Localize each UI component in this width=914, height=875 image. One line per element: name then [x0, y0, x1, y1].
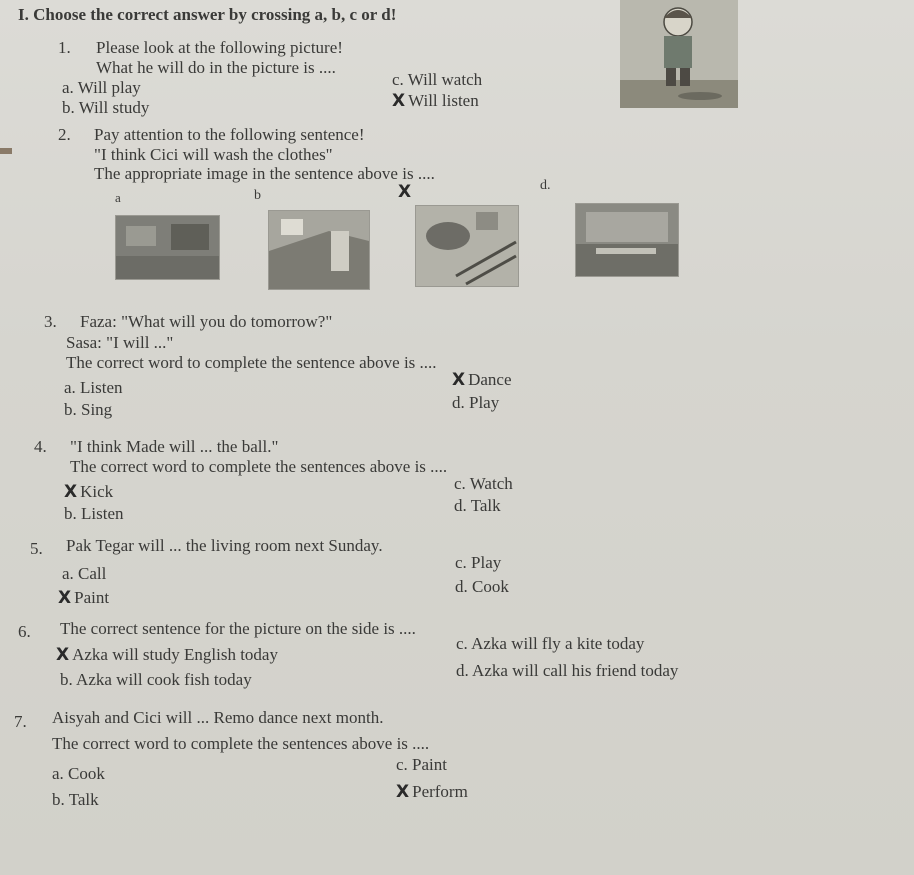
boy-listening-picture — [620, 0, 738, 108]
q2-picture-a — [115, 215, 220, 280]
q1-question: What he will do in the picture is .... — [96, 58, 336, 77]
q5-sentence: Pak Tegar will ... the living room next Sunday. — [66, 536, 383, 555]
q3-option-c: X Dance — [452, 370, 512, 390]
q1-instruction: Please look at the following picture! — [96, 38, 343, 57]
section-heading: I. Choose the correct answer by crossing a, b, c or d! — [18, 5, 397, 24]
cross-mark-icon: X — [58, 588, 72, 608]
q1-option-b: b. Will study — [62, 98, 150, 117]
q3-option-d: d. Play — [452, 393, 500, 412]
q7-option-a: a. Cook — [52, 764, 105, 783]
q2-instruction: Pay attention to the following sentence! — [94, 125, 365, 144]
q2-sentence: "I think Cici will wash the clothes" — [94, 145, 333, 164]
q4-option-d: d. Talk — [454, 496, 501, 515]
q4-number: 4. — [34, 437, 47, 456]
q1-option-d: X Will listen — [392, 91, 479, 111]
q7-question: The correct word to complete the sentences above is .... — [52, 734, 430, 753]
q6-number: 6. — [18, 622, 31, 641]
q2-label-b: b — [254, 188, 261, 203]
q4-option-a: X Kick — [64, 482, 114, 502]
q3-dialog-1: Faza: "What will you do tomorrow?" — [80, 312, 333, 331]
cross-mark-icon: X — [398, 182, 412, 202]
q7-number: 7. — [14, 712, 27, 731]
q4-option-b: b. Listen — [64, 504, 124, 523]
page-edge-mark — [0, 148, 12, 154]
q2-picture-d — [575, 203, 679, 277]
q2-picture-b — [268, 210, 370, 290]
q2-picture-c — [415, 205, 519, 287]
q2-label-c-crossed — [398, 182, 414, 202]
cross-mark-icon: X — [396, 782, 410, 802]
q4-option-c: c. Watch — [454, 474, 513, 493]
q5-option-a: a. Call — [62, 564, 107, 583]
q3-option-b: b. Sing — [64, 400, 113, 419]
cross-mark-icon: X — [392, 91, 406, 111]
q3-number: 3. — [44, 312, 57, 331]
q6-question: The correct sentence for the picture on the side is .... — [60, 619, 416, 638]
q6-option-d: d. Azka will call his friend today — [456, 661, 679, 680]
q7-option-c: c. Paint — [396, 755, 447, 774]
q2-label-a: a — [115, 190, 121, 205]
q3-option-a: a. Listen — [64, 378, 123, 397]
q1-number: 1. — [58, 38, 71, 57]
q2-question: The appropriate image in the sentence above is .... — [94, 164, 435, 183]
q7-option-d: X Perform — [396, 782, 468, 802]
q5-option-b: X Paint — [58, 588, 110, 608]
q2-label-d: d. — [540, 178, 551, 193]
q2-number: 2. — [58, 125, 71, 144]
q7-option-b: b. Talk — [52, 790, 99, 809]
q5-option-d: d. Cook — [455, 577, 509, 596]
q6-option-b: b. Azka will cook fish today — [60, 670, 252, 689]
q4-sentence: "I think Made will ... the ball." — [70, 437, 279, 456]
q7-sentence: Aisyah and Cici will ... Remo dance next month. — [52, 708, 384, 727]
q6-option-a: X Azka will study English today — [56, 645, 278, 665]
q1-option-a: a. Will play — [62, 78, 141, 97]
q3-question: The correct word to complete the sentence above is .... — [66, 353, 437, 372]
q5-option-c: c. Play — [455, 553, 502, 572]
cross-mark-icon: X — [64, 482, 78, 502]
q4-question: The correct word to complete the sentences above is .... — [70, 457, 448, 476]
q5-number: 5. — [30, 539, 43, 558]
q1-option-c: c. Will watch — [392, 70, 483, 89]
q6-option-c: c. Azka will fly a kite today — [456, 634, 645, 653]
cross-mark-icon: X — [452, 370, 466, 390]
q3-dialog-2: Sasa: "I will ..." — [66, 333, 174, 352]
cross-mark-icon: X — [56, 645, 70, 665]
